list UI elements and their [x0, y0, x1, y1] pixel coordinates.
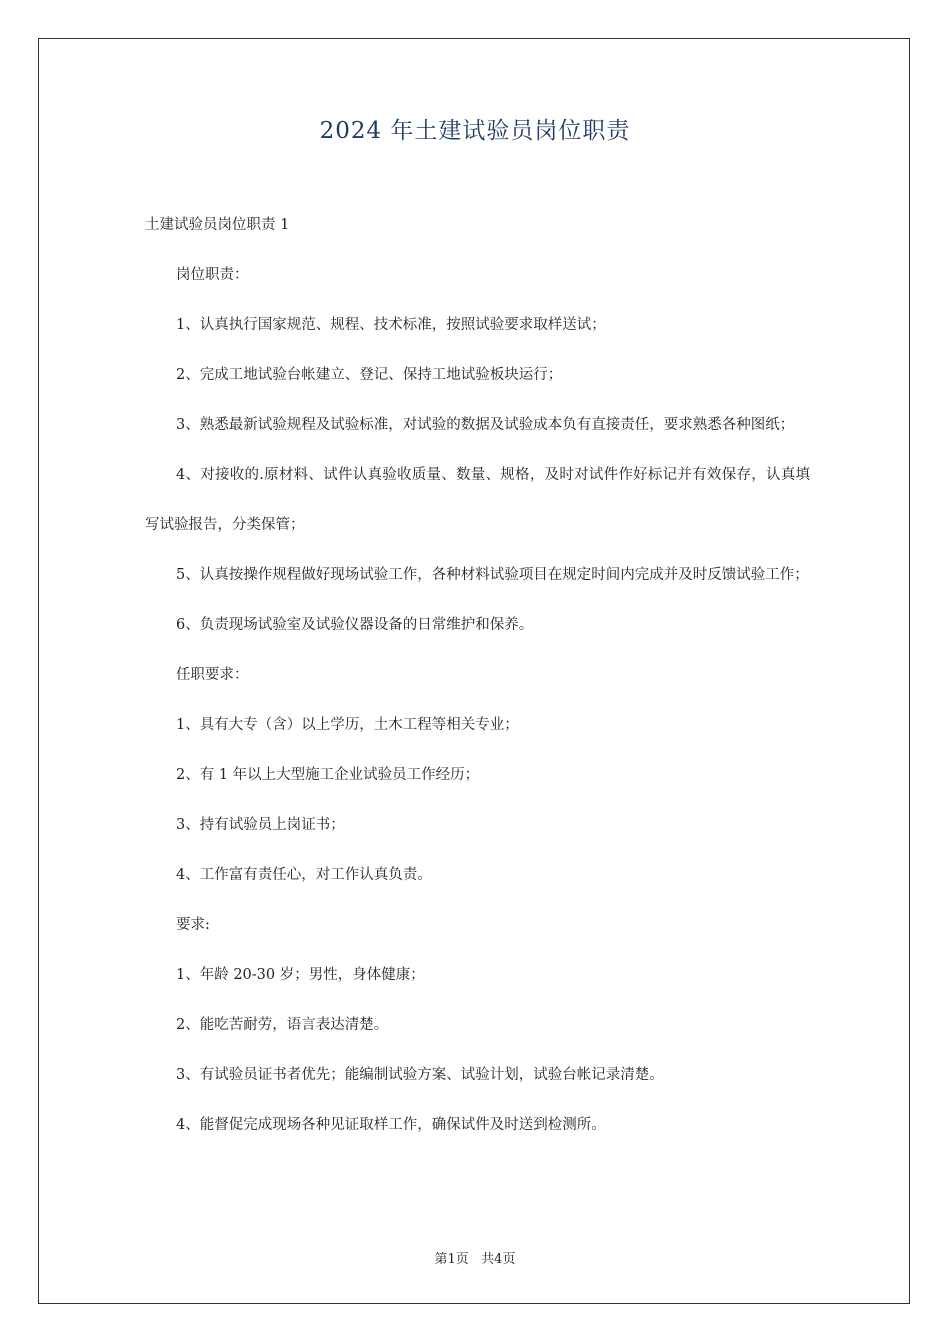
page-footer: 第1页 共4页: [434, 1252, 516, 1267]
section-heading: 土建试验员岗位职责 1: [145, 217, 290, 233]
requirement-item: 3、有试验员证书者优先；能编制试验方案、试验计划，试验台帐记录清楚。: [176, 1067, 664, 1083]
document-body: [145, 200, 810, 1150]
subsection-heading: 任职要求：: [176, 667, 249, 683]
duty-item: 3、熟悉最新试验规程及试验标准，对试验的数据及试验成本负有直接责任，要求熟悉各种图纸；: [176, 417, 795, 433]
requirement-item: 1、年龄 20-30 岁；男性，身体健康；: [176, 967, 425, 983]
document-title: 2024 年土建试验员岗位职责: [319, 118, 631, 144]
duty-item: 1、认真执行国家规范、规程、技术标准，按照试验要求取样送试；: [176, 317, 606, 333]
duty-item: 6、负责现场试验室及试验仪器设备的日常维护和保养。: [176, 617, 534, 633]
qualification-item: 4、工作富有责任心，对工作认真负责。: [176, 867, 432, 883]
duty-item: 2、完成工地试验台帐建立、登记、保持工地试验板块运行；: [176, 367, 563, 383]
subsection-heading: 岗位职责：: [176, 267, 249, 283]
qualification-item: 2、有 1 年以上大型施工企业试验员工作经历；: [176, 767, 480, 783]
subsection-heading: 要求:: [176, 917, 210, 933]
qualification-item: 1、具有大专（含）以上学历，土木工程等相关专业；: [176, 717, 519, 733]
duty-item: 5、认真按操作规程做好现场试验工作，各种材料试验项目在规定时间内完成并及时反馈试验工作；: [176, 567, 809, 583]
duty-item: 4、对接收的.原材料、试件认真验收质量、数量、规格，及时对试件作好标记并有效保存，认真填写试验报告，分类保管；: [145, 467, 810, 533]
requirement-item: 2、能吃苦耐劳，语言表达清楚。: [176, 1017, 389, 1033]
requirement-item: 4、能督促完成现场各种见证取样工作，确保试件及时送到检测所。: [176, 1117, 606, 1133]
qualification-item: 3、持有试验员上岗证书；: [176, 817, 345, 833]
